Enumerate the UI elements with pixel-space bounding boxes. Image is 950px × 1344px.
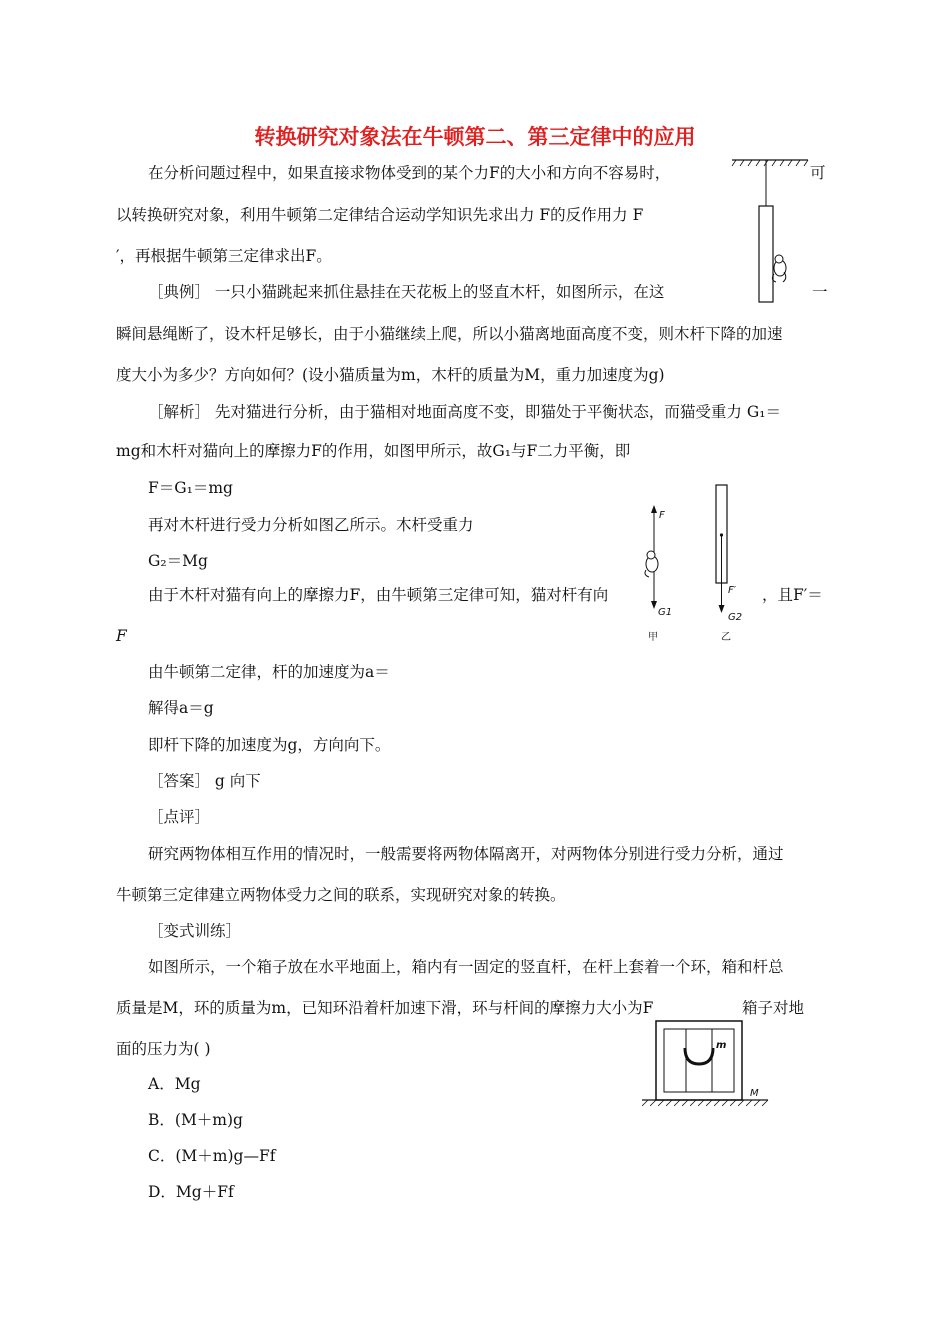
analysis-line-10: 即杆下降的加速度为g，方向向下。: [148, 736, 391, 754]
cat-icon: [772, 255, 786, 282]
exercise-line-2-tail: 箱子对地: [742, 999, 805, 1017]
answer-line: ［答案］ g 向下: [148, 772, 261, 790]
label-G1: G1: [658, 607, 673, 618]
label-m: m: [716, 1040, 727, 1051]
example-line-2: 瞬间悬绳断了，设木杆足够长，由于小猫继续上爬，所以小猫离地面高度不变，则木杆下降的加速: [116, 325, 783, 343]
analysis-line-5: G₂＝Mg: [148, 552, 208, 570]
exercise-line-3: 面的压力为( ): [116, 1040, 211, 1058]
exercise-line-1: 如图所示，一个箱子放在水平地面上，箱内有一固定的竖直杆，在杆上套着一个环，箱和杆总: [148, 958, 784, 976]
cat-icon: [645, 551, 658, 577]
box-ring-figure: [640, 1018, 770, 1110]
option-a: A．Mg: [148, 1075, 201, 1093]
comment-line-1: 研究两物体相互作用的情况时，一般需要将两物体隔离开，对两物体分别进行受力分析，通过: [148, 845, 784, 863]
option-b: B．(M＋m)g: [148, 1111, 243, 1129]
analysis-line-9: 解得a＝g: [148, 699, 214, 717]
analysis-line-3: F＝G₁＝mg: [148, 479, 233, 497]
box-inner: [664, 1029, 734, 1092]
label-Fprime: F′: [728, 585, 737, 596]
analysis-line-2: mg和木杆对猫向上的摩擦力F的作用，如图甲所示，故G₁与F二力平衡，即: [116, 442, 631, 460]
analysis-line-8: 由牛顿第二定律，杆的加速度为a＝: [148, 663, 390, 681]
option-c: C．(M＋m)g—Ff: [148, 1147, 276, 1165]
analysis-line-6-tail: ，且F′＝: [762, 586, 823, 604]
arrow-down-G2: [719, 605, 725, 613]
caption-yi: 乙: [721, 632, 731, 643]
intro-line-1: 在分析问题过程中，如果直接求物体受到的某个力F的大小和方向不容易时，: [148, 164, 671, 182]
page-title: 转换研究对象法在牛顿第二、第三定律中的应用: [254, 125, 696, 149]
force-diagram-figure: [628, 480, 758, 650]
arrow-up-F: [651, 505, 657, 513]
intro-line-1-tail: 可: [810, 164, 826, 182]
box-outer: [656, 1021, 742, 1100]
caption-jia: 甲: [648, 632, 658, 643]
ring: [685, 1048, 713, 1064]
example-line-1: ［典例］ 一只小猫跳起来抓住悬挂在天花板上的竖直木杆，如图所示，在这: [148, 283, 665, 301]
intro-line-3: ′，再根据牛顿第三定律求出F。: [116, 247, 332, 265]
exercise-label: ［变式训练］: [148, 922, 242, 940]
ceiling-hatch: [732, 160, 808, 166]
label-M: M: [750, 1088, 759, 1099]
option-d: D．Mg＋Ff: [148, 1183, 234, 1201]
example-line-3: 度大小为多少？方向如何？(设小猫质量为m，木杆的质量为M，重力加速度为g): [116, 366, 665, 384]
example-line-1-tail: 一: [812, 283, 828, 301]
label-G2: G2: [728, 612, 743, 623]
comment-label: ［点评］: [148, 808, 211, 826]
analysis-line-4: 再对木杆进行受力分析如图乙所示。木杆受重力: [148, 516, 474, 534]
arrow-down-G1: [651, 601, 657, 609]
analysis-line-7: F: [116, 627, 127, 645]
exercise-line-2: 质量是M，环的质量为m，已知环沿着杆加速下滑，环与杆间的摩擦力大小为F: [116, 999, 654, 1017]
analysis-line-6: 由于木杆对猫有向上的摩擦力F，由牛顿第三定律可知，猫对杆有向: [148, 586, 609, 604]
intro-line-2: 以转换研究对象，利用牛顿第二定律结合运动学知识先求出力 F的反作用力 F: [116, 206, 644, 224]
label-F: F: [659, 510, 665, 521]
analysis-line-1: ［解析］ 先对猫进行分析，由于猫相对地面高度不变，即猫处于平衡状态，而猫受重力 G₁＝: [148, 403, 781, 421]
wooden-rod: [759, 206, 773, 302]
comment-line-2: 牛顿第三定律建立两物体受力之间的联系，实现研究对象的转换。: [116, 886, 566, 904]
cat-rod-figure: [728, 158, 812, 308]
